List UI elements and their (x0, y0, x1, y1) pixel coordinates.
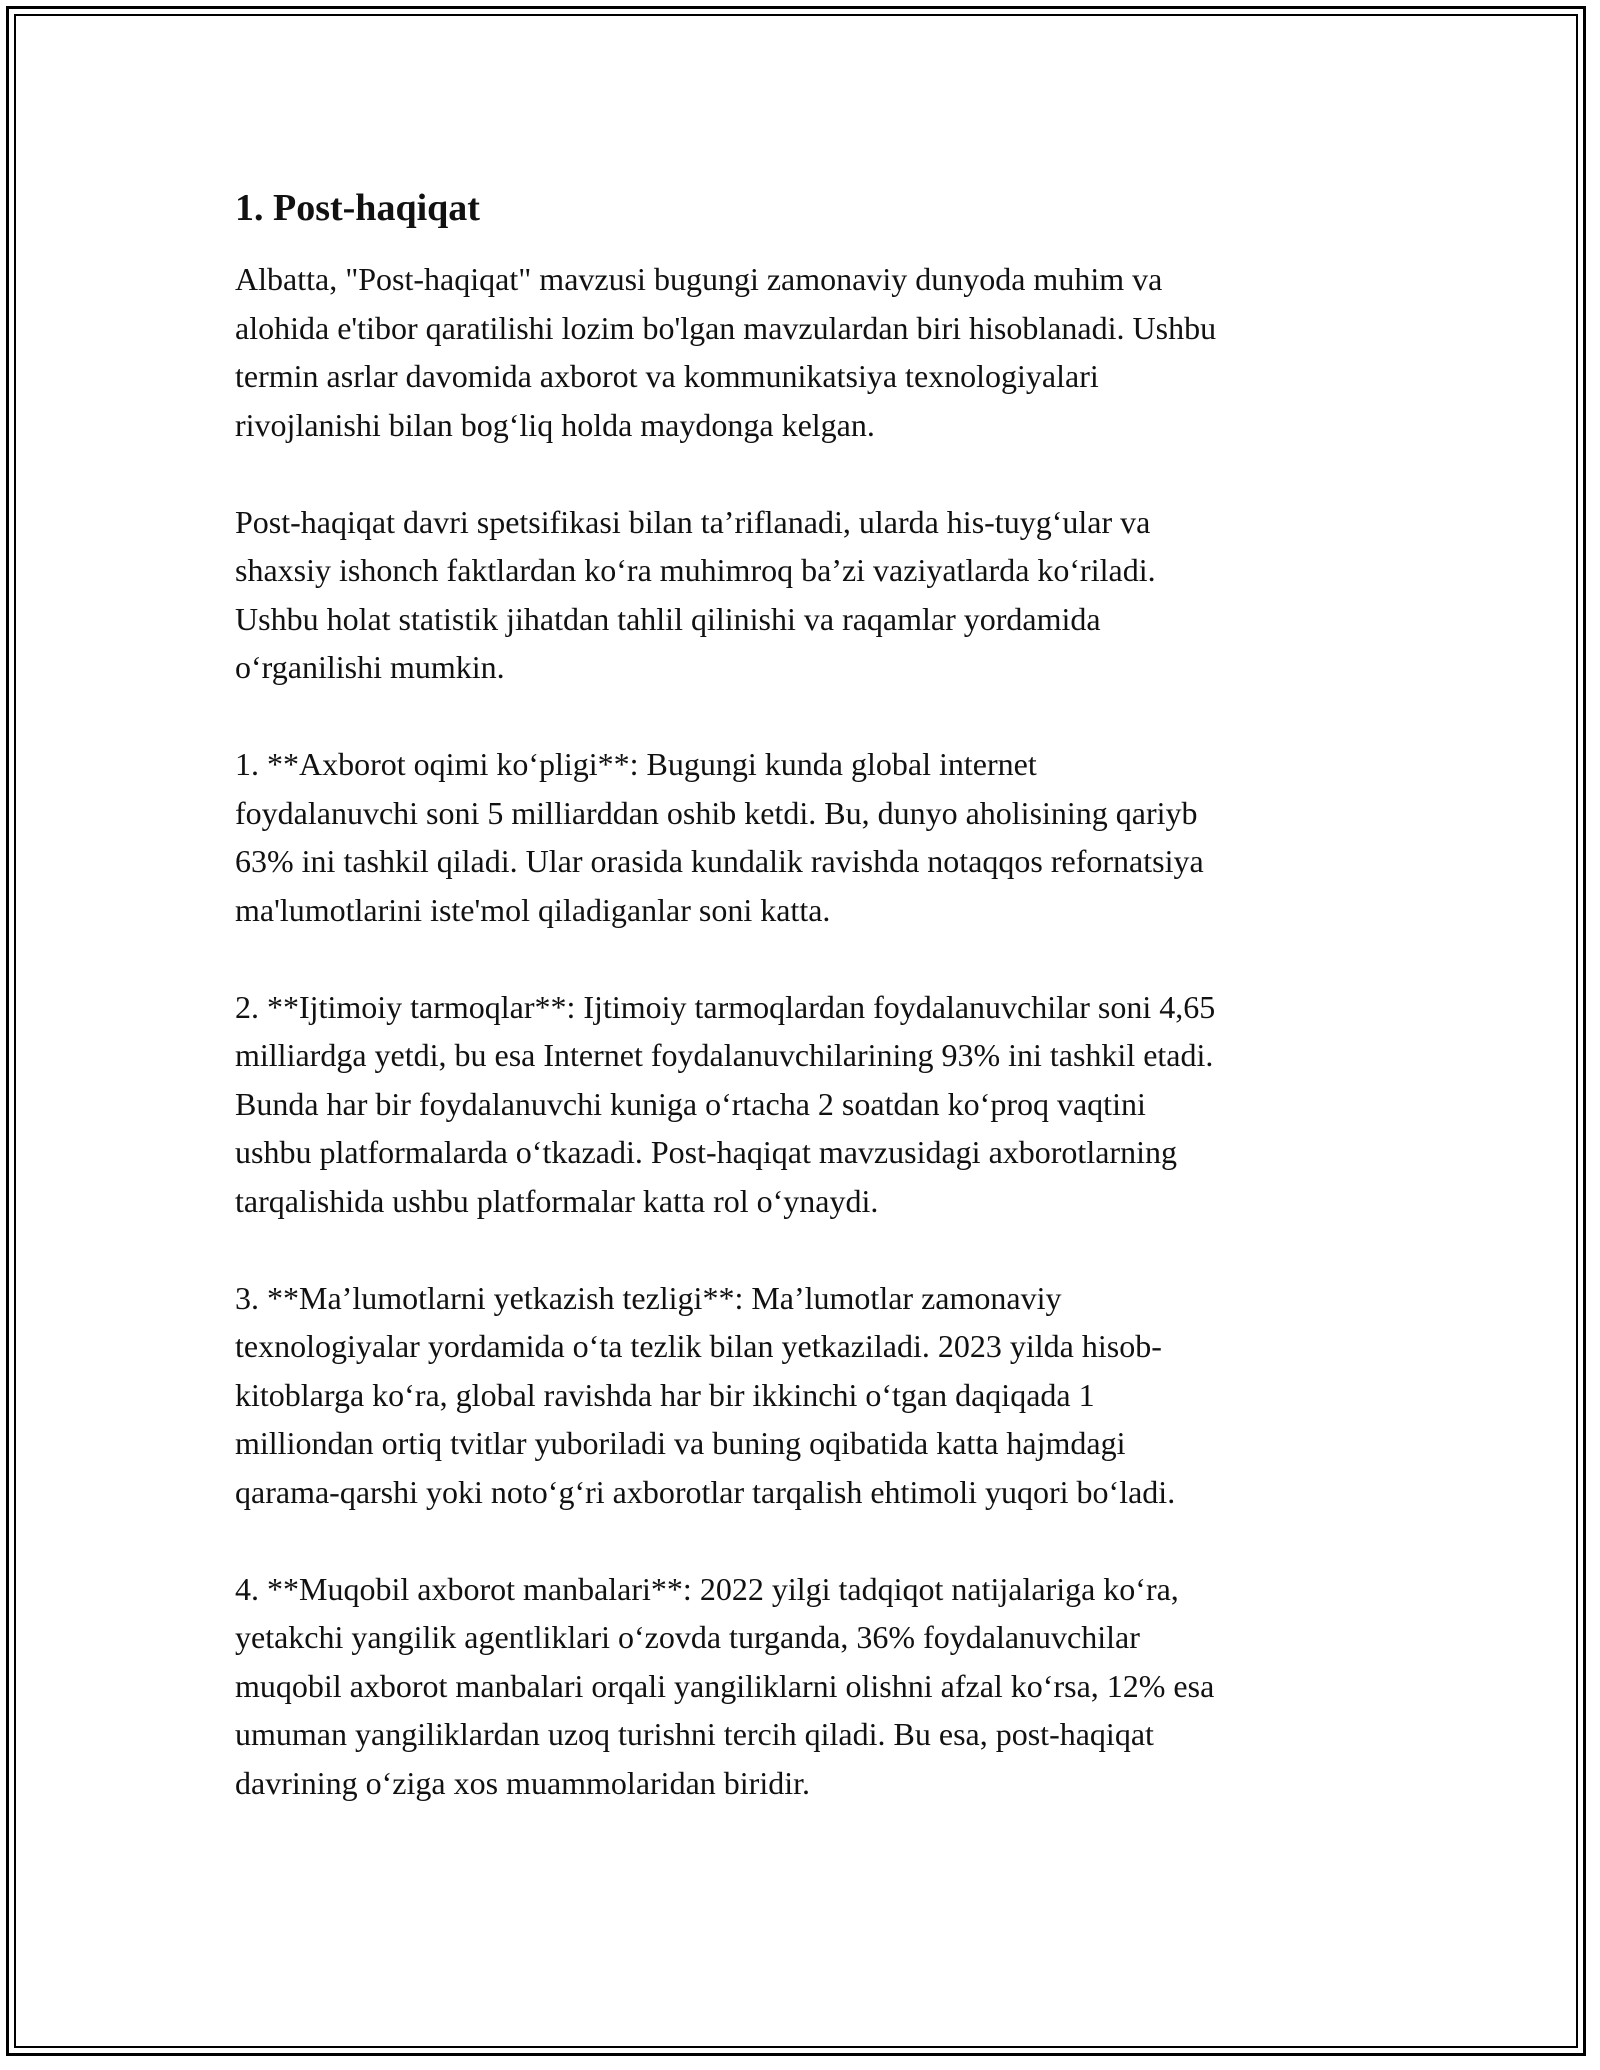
text-line: Post-haqiqat davri spetsifikasi bilan ta’riflanadi, ularda his-tuyg‘ular va (235, 503, 1151, 540)
text-line: milliardga yetdi, bu esa Internet foydalanuvchilarining 93% ini tashkil etadi. (235, 1037, 1214, 1073)
text-line: shaxsiy ishonch faktlardan ko‘ra muhimroq ba’zi vaziyatlarda ko‘riladi. (235, 552, 1156, 588)
text-line: 4. **Muqobil axborot manbalari**: 2022 yilgi tadqiqot natijalariga ko‘ra, (235, 1570, 1179, 1607)
document-title: 1. Post-haqiqat (235, 187, 480, 229)
paragraph-point-2 (235, 983, 1375, 1226)
text-line: kitoblarga ko‘ra, global ravishda har bir ikkinchi o‘tgan daqiqada 1 (235, 1376, 1095, 1413)
text-line: o‘rganilishi mumkin. (235, 649, 505, 685)
text-line: 3. **Ma’lumotlarni yetkazish tezligi**: Ma’lumotlar zamonaviy (235, 1279, 1062, 1316)
text-line: termin asrlar davomida axborot va kommunikatsiya texnologiyalari (235, 358, 1099, 394)
text-line: Albatta, "Post-haqiqat" mavzusi bugungi zamonaviy dunyoda muhim va (235, 261, 1163, 297)
paragraph-point-3 (235, 1274, 1375, 1517)
text-line: Bunda har bir foydalanuvchi kuniga o‘rtacha 2 soatdan ko‘proq vaqtini (235, 1085, 1146, 1122)
text-line: 2. **Ijtimoiy tarmoqlar**: Ijtimoiy tarmoqlardan foydalanuvchilar soni 4,65 (235, 988, 1216, 1025)
text-line: 63% ini tashkil qiladi. Ular orasida kundalik ravishda notaqqos refornatsiya (235, 843, 1204, 879)
paragraph-definition (235, 498, 1375, 692)
text-line: rivojlanishi bilan bog‘liq holda maydonga kelgan. (235, 406, 875, 443)
paragraph-point-4 (235, 1565, 1375, 1808)
text-line: tarqalishida ushbu platformalar katta rol o‘ynaydi. (235, 1182, 879, 1219)
paragraph-point-1 (235, 740, 1375, 934)
text-line: alohida e'tibor qaratilishi lozim bo'lgan mavzulardan biri hisoblanadi. Ushbu (235, 309, 1217, 346)
text-line: umuman yangiliklardan uzoq turishni tercih qiladi. Bu esa, post-haqiqat (235, 1716, 1154, 1752)
text-line: ushbu platformalarda o‘tkazadi. Post-haqiqat mavzusidagi axborotlarning (235, 1134, 1177, 1170)
text-line: texnologiyalar yordamida o‘ta tezlik bilan yetkaziladi. 2023 yilda hisob- (235, 1328, 1162, 1364)
document-body (235, 185, 1375, 1856)
text-line: muqobil axborot manbalari orqali yangiliklarni olishni afzal ko‘rsa, 12% esa (235, 1667, 1215, 1704)
text-line: ma'lumotlarini iste'mol qiladiganlar soni katta. (235, 891, 831, 928)
text-line: davrining o‘ziga xos muammolaridan biridir. (235, 1764, 810, 1801)
text-line: foydalanuvchi soni 5 milliarddan oshib ketdi. Bu, dunyo aholisining qariyb (235, 794, 1198, 831)
text-line: yetakchi yangilik agentliklari o‘zovda turganda, 36% foydalanuvchilar (235, 1619, 1140, 1655)
text-line: 1. **Axborot oqimi ko‘pligi**: Bugungi kunda global internet (235, 746, 1037, 782)
text-line: Ushbu holat statistik jihatdan tahlil qilinishi va raqamlar yordamida (235, 600, 1101, 637)
text-line: milliondan ortiq tvitlar yuboriladi va buning oqibatida katta hajmdagi (235, 1425, 1126, 1461)
text-line: qarama-qarshi yoki noto‘g‘ri axborotlar tarqalish ehtimoli yuqori bo‘ladi. (235, 1473, 1176, 1510)
paragraph-intro (235, 255, 1375, 449)
